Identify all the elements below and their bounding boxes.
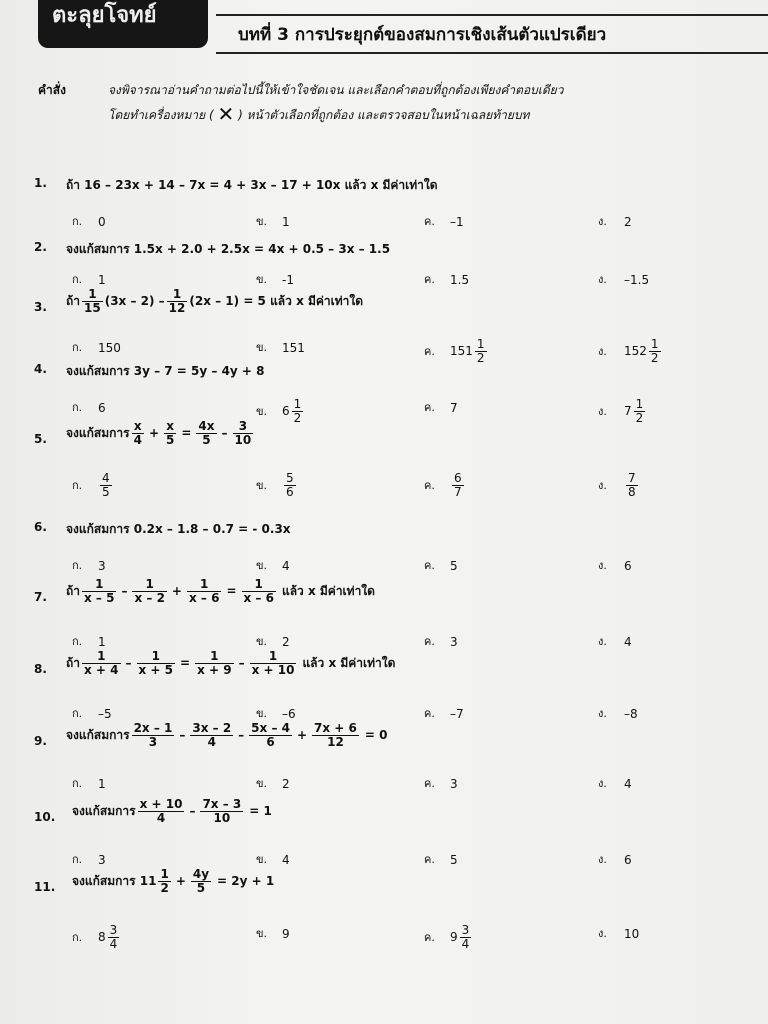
fraction-numerator: 1 [167,288,188,302]
answer-option[interactable] [256,398,305,424]
fraction-numerator: 1 [242,578,276,592]
fraction [82,578,116,604]
answer-option[interactable] [72,704,112,722]
option-label: ง. [598,478,607,492]
option-value: 4 [282,852,290,867]
answer-option[interactable] [424,472,466,498]
option-label: ง. [598,635,607,648]
option-label: ก. [72,635,83,648]
fraction [132,578,166,604]
answer-option[interactable] [598,850,632,868]
option-value: –1 [450,214,464,229]
fraction [138,798,185,824]
option-whole: 10 [624,926,640,941]
answer-option[interactable] [598,338,663,364]
question-tail: = 1 [249,804,272,819]
option-whole: 6 [282,404,290,419]
option-label: ค. [424,344,435,358]
fraction-numerator: 6 [454,471,462,485]
operator: – [179,728,186,743]
fraction-denominator: 3 [148,734,158,749]
question-number: 9. [34,734,47,748]
operator: + [175,874,186,889]
option-value: 2 [282,776,290,791]
option-label: ก. [72,478,83,492]
option-label: ข. [256,853,268,866]
fraction-numerator: 1 [137,650,176,664]
fraction-denominator: 5 [102,484,110,499]
fraction-numerator: 1 [635,397,644,411]
operator: + [171,584,182,599]
answer-option[interactable] [598,212,632,230]
answer-option[interactable] [424,212,464,230]
fraction-numerator: 1 [195,650,234,664]
fraction-numerator: x + 10 [139,797,183,811]
fraction-denominator: x – 6 [243,590,274,605]
answer-option[interactable] [424,338,489,364]
option-label: ง. [598,853,607,866]
option-value: 1 [98,634,106,649]
answer-option[interactable] [256,212,290,230]
question-text: ถ้า 16 – 23x + 14 – 7x = 4 + 3x – 17 + 10x แล้ว x มีค่าเท่าใด [66,178,438,192]
operator: = [180,656,191,671]
option-value: 0 [98,214,106,229]
operator: = [226,584,237,599]
answer-option[interactable] [72,924,121,950]
fraction-numerator: 1 [82,288,103,302]
option-value: 3 [98,852,106,867]
fraction-denominator: x + 5 [138,662,174,677]
fraction-numerator: 1 [250,650,297,664]
fraction [190,722,233,748]
fraction-denominator: 4 [109,936,118,951]
option-label: ง. [598,927,607,940]
option-label: ค. [424,559,435,572]
fraction-denominator: 4 [133,432,142,447]
answer-option[interactable] [256,472,298,498]
option-label: ง. [598,273,607,286]
option-label: ข. [256,927,268,940]
question-lead: จงแก้สมการ [66,425,130,440]
option-label: ง. [598,344,607,358]
question-tail: = 0 [364,728,388,743]
fraction-denominator: 10 [234,432,252,447]
operator: + [296,728,308,743]
question-number: 11. [34,880,56,894]
fraction-denominator: 6 [286,484,294,499]
option-label: ง. [598,707,607,720]
fraction-denominator: 12 [327,734,344,749]
question-text [66,650,395,676]
fraction [100,472,112,498]
answer-option[interactable] [256,774,290,792]
answer-option[interactable] [72,632,106,650]
fraction-numerator: 2x – 1 [133,721,173,735]
option-value: 4 [282,558,290,573]
answer-option[interactable] [72,556,106,574]
fraction-denominator: x – 6 [188,590,220,605]
fraction-denominator: 12 [168,300,186,315]
fraction-numerator: x [132,420,144,434]
fraction [187,578,221,604]
option-value: 3 [450,776,458,791]
fraction [164,420,176,446]
section-tab: ตะลุยโจทย์ [38,0,208,48]
answer-option[interactable] [72,338,121,356]
option-value: 1 [98,776,106,791]
answer-option[interactable] [72,472,114,498]
fraction-denominator: 15 [84,300,101,315]
answer-option[interactable] [598,704,638,722]
option-value: 2 [282,634,290,649]
answer-option[interactable] [256,704,296,722]
option-value: 6 [624,852,632,867]
option-value: –1.5 [624,272,650,287]
fraction [167,288,188,314]
option-value: 5 [450,852,458,867]
answer-option[interactable] [598,472,640,498]
option-label: ก. [72,559,83,572]
option-value: 3 [450,634,458,649]
question-number: 5. [34,432,47,446]
question-lead: จงแก้สมการ [66,727,130,742]
directions-line-2 [108,102,529,127]
directions-label: คำสั่ง [38,83,66,97]
fraction-numerator: 7x + 6 [314,721,357,735]
option-value: –7 [450,706,464,721]
answer-option[interactable] [598,270,649,288]
question-number: 2. [34,240,47,254]
option-label: ก. [72,341,83,354]
answer-option[interactable] [72,774,106,792]
question-text [66,420,255,446]
question-tail: = 2y + 1 [217,874,275,889]
answer-option[interactable] [598,398,647,424]
fraction-denominator: 5 [202,432,211,447]
option-label: ค. [424,401,435,414]
fraction [158,868,170,894]
answer-option[interactable] [424,704,464,722]
fraction [626,472,638,498]
question-text [66,722,387,748]
fraction-denominator: 4 [207,734,216,749]
fraction [108,924,120,950]
fraction [634,398,646,424]
fraction [250,650,297,676]
option-value: 1 [98,272,106,287]
operator: – [238,656,245,671]
question-number: 6. [34,520,47,534]
fraction [649,338,661,364]
fraction [132,420,144,446]
fraction [249,722,292,748]
option-label: ก. [72,215,83,228]
fraction-denominator: 2 [476,350,485,365]
fraction [82,650,121,676]
option-whole: 151 [282,340,305,355]
option-value: 1 [282,214,290,229]
fraction-denominator: 2 [635,410,644,425]
option-value: 1.5 [450,272,470,287]
fraction-numerator: 1 [82,578,116,592]
option-label: ค. [424,273,435,286]
cross-mark-icon: ✕ [217,102,235,126]
fraction [475,338,487,364]
question-number: 8. [34,662,47,676]
fraction-denominator: 6 [266,734,275,749]
answer-option[interactable] [598,556,632,574]
fraction-denominator: 2 [650,350,659,365]
fraction-numerator: 7 [628,471,636,485]
option-label: ก. [72,707,83,720]
fraction-numerator: 1 [187,578,221,592]
answer-option[interactable] [598,924,639,942]
option-label: ข. [256,215,268,228]
option-label: ข. [256,777,268,790]
option-label: ก. [72,273,83,286]
question-tail: แล้ว x มีค่าเท่าใด [281,583,375,598]
option-whole: 152 [624,344,647,359]
fraction-numerator: x [164,420,176,434]
question-text [66,288,363,314]
operator: – [189,804,196,819]
option-label: ข. [256,635,268,648]
fraction-numerator: 1 [82,650,121,664]
fraction-denominator: x – 2 [134,590,165,605]
option-label: ข. [256,707,268,720]
fraction [195,650,234,676]
option-whole: 7 [624,404,632,419]
answer-option[interactable] [598,632,632,650]
operator: – [121,584,128,599]
fraction [292,398,304,424]
question-text [72,798,272,824]
option-whole: 151 [450,344,473,359]
option-label: ง. [598,215,607,228]
answer-option[interactable] [256,270,294,288]
fraction-denominator: 2 [293,410,302,425]
answer-option[interactable] [598,774,632,792]
question-number: 4. [34,362,47,376]
option-whole: 9 [282,926,290,941]
option-value: -1 [282,272,294,287]
option-label: ค. [424,777,435,790]
answer-option[interactable] [72,270,106,288]
option-label: ข. [256,478,268,492]
fraction [460,924,472,950]
fraction [312,722,359,748]
option-label: ข. [256,404,268,418]
option-value: 3 [98,558,106,573]
answer-option[interactable] [256,850,290,868]
option-label: ข. [256,559,268,572]
fraction [284,472,296,498]
directions-line-1: จงพิจารณาอ่านคำถามต่อไปนี้ให้เข้าใจชัดเจน และเลือกคำตอบที่ถูกต้องเพียงคำตอบเดียว [108,83,564,97]
option-label: ก. [72,401,83,414]
fraction-denominator: 5 [196,880,206,895]
fraction [137,650,176,676]
question-number: 7. [34,590,47,604]
fraction-numerator: 5 [286,471,294,485]
option-whole: 150 [98,340,121,355]
fraction-denominator: x + 10 [251,662,295,677]
fraction-numerator: 1 [132,578,166,592]
question-text: จงแก้สมการ 1.5x + 2.0 + 2.5x = 4x + 0.5 – 3x – 1.5 [66,242,391,256]
question-lead: ถ้า [66,293,81,308]
answer-option[interactable] [424,398,458,416]
fraction [200,798,243,824]
option-label: ข. [256,341,268,354]
option-label: ค. [424,215,435,228]
answer-option[interactable] [256,632,290,650]
option-value: –6 [282,706,296,721]
option-value: 6 [624,558,632,573]
option-value: –5 [98,706,112,721]
option-value: 4 [624,634,632,649]
fraction-numerator: 3 [109,923,118,937]
question-number: 10. [34,810,56,824]
question-text [66,578,375,604]
option-whole: 7 [450,400,458,415]
answer-option[interactable] [424,632,458,650]
answer-option[interactable] [256,556,290,574]
fraction-numerator: 4y [192,867,210,881]
fraction-denominator: 7 [454,484,462,499]
question-text: จงแก้สมการ 3y – 7 = 5y – 4y + 8 [66,364,265,378]
fraction-numerator: 1 [650,337,659,351]
fraction-numerator: 4x [198,419,215,433]
option-value: 4 [624,776,632,791]
fraction-denominator: 4 [156,810,166,825]
fraction [132,722,175,748]
fraction-numerator: 5x – 4 [251,721,290,735]
fraction-denominator: x + 9 [197,662,232,677]
option-whole: 6 [98,400,106,415]
fraction [233,420,254,446]
fraction-denominator: 4 [461,936,470,951]
operator: – [125,656,132,671]
fraction-denominator: x – 5 [84,590,115,605]
fraction-denominator: 5 [166,432,175,447]
option-label: ก. [72,930,83,944]
question-lead: ถ้า [66,655,81,670]
fraction [242,578,276,604]
fraction-denominator: x + 4 [84,662,119,677]
operator: = [181,426,192,441]
answer-option[interactable] [424,556,458,574]
question-lead: จงแก้สมการ [72,803,136,818]
fraction-numerator: 1 [476,337,485,351]
answer-option[interactable] [424,774,458,792]
fraction-numerator: 3 [233,420,254,434]
fraction-denominator: 2 [160,880,169,895]
option-label: ข. [256,273,268,286]
fraction-denominator: 8 [628,484,636,499]
question-mid: (2x – 1) = 5 แล้ว x มีค่าเท่าใด [189,293,364,308]
directions-line-2-start: โดยทำเครื่องหมาย ( [108,108,214,122]
answer-option[interactable] [424,850,458,868]
answer-option[interactable] [424,270,469,288]
question-lead: จงแก้สมการ 11 [72,873,157,888]
answer-option[interactable] [72,212,106,230]
directions-line-2-end: ) หน้าตัวเลือกที่ถูกต้อง และตรวจสอบในหน้าเฉลยท้ายบท [238,108,530,122]
fraction-numerator: 3 [461,923,470,937]
answer-option[interactable] [72,850,106,868]
question-number: 1. [34,176,47,190]
option-label: ค. [424,930,435,944]
option-label: ค. [424,853,435,866]
option-label: ค. [424,635,435,648]
fraction-numerator: 1 [160,867,169,881]
operator: – [221,426,228,441]
option-whole: 9 [450,930,458,945]
option-value: –8 [624,706,638,721]
option-label: ค. [424,707,435,720]
fraction-numerator: 3x – 2 [192,721,232,735]
option-label: ก. [72,777,83,790]
question-number: 3. [34,300,47,314]
fraction-numerator: 4 [102,471,110,485]
option-label: ค. [424,478,435,492]
option-label: ง. [598,777,607,790]
question-mid: (3x – 2) – [104,294,165,309]
option-label: ง. [598,559,607,572]
option-whole: 8 [98,930,106,945]
option-value: 2 [624,214,632,229]
fraction [191,868,211,894]
question-tail: แล้ว x มีค่าเท่าใด [302,655,396,670]
option-label: ง. [598,404,607,418]
option-value: 5 [450,558,458,573]
answer-option[interactable] [424,924,473,950]
fraction-numerator: 7x – 3 [202,797,242,811]
fraction [196,420,216,446]
fraction-numerator: 1 [293,397,302,411]
question-text [72,868,274,894]
answer-option[interactable] [256,338,305,356]
chapter-title: บทที่ 3 การประยุกต์ของสมการเชิงเส้นตัวแปรเดียว [216,14,768,54]
operator: + [148,426,159,441]
fraction [452,472,464,498]
answer-option[interactable] [72,398,106,416]
question-text: จงแก้สมการ 0.2x – 1.8 – 0.7 = - 0.3x [66,522,291,536]
answer-option[interactable] [256,924,290,942]
question-lead: ถ้า [66,583,81,598]
fraction [82,288,103,314]
fraction-denominator: 10 [213,810,231,825]
operator: – [238,728,245,743]
option-label: ก. [72,853,83,866]
